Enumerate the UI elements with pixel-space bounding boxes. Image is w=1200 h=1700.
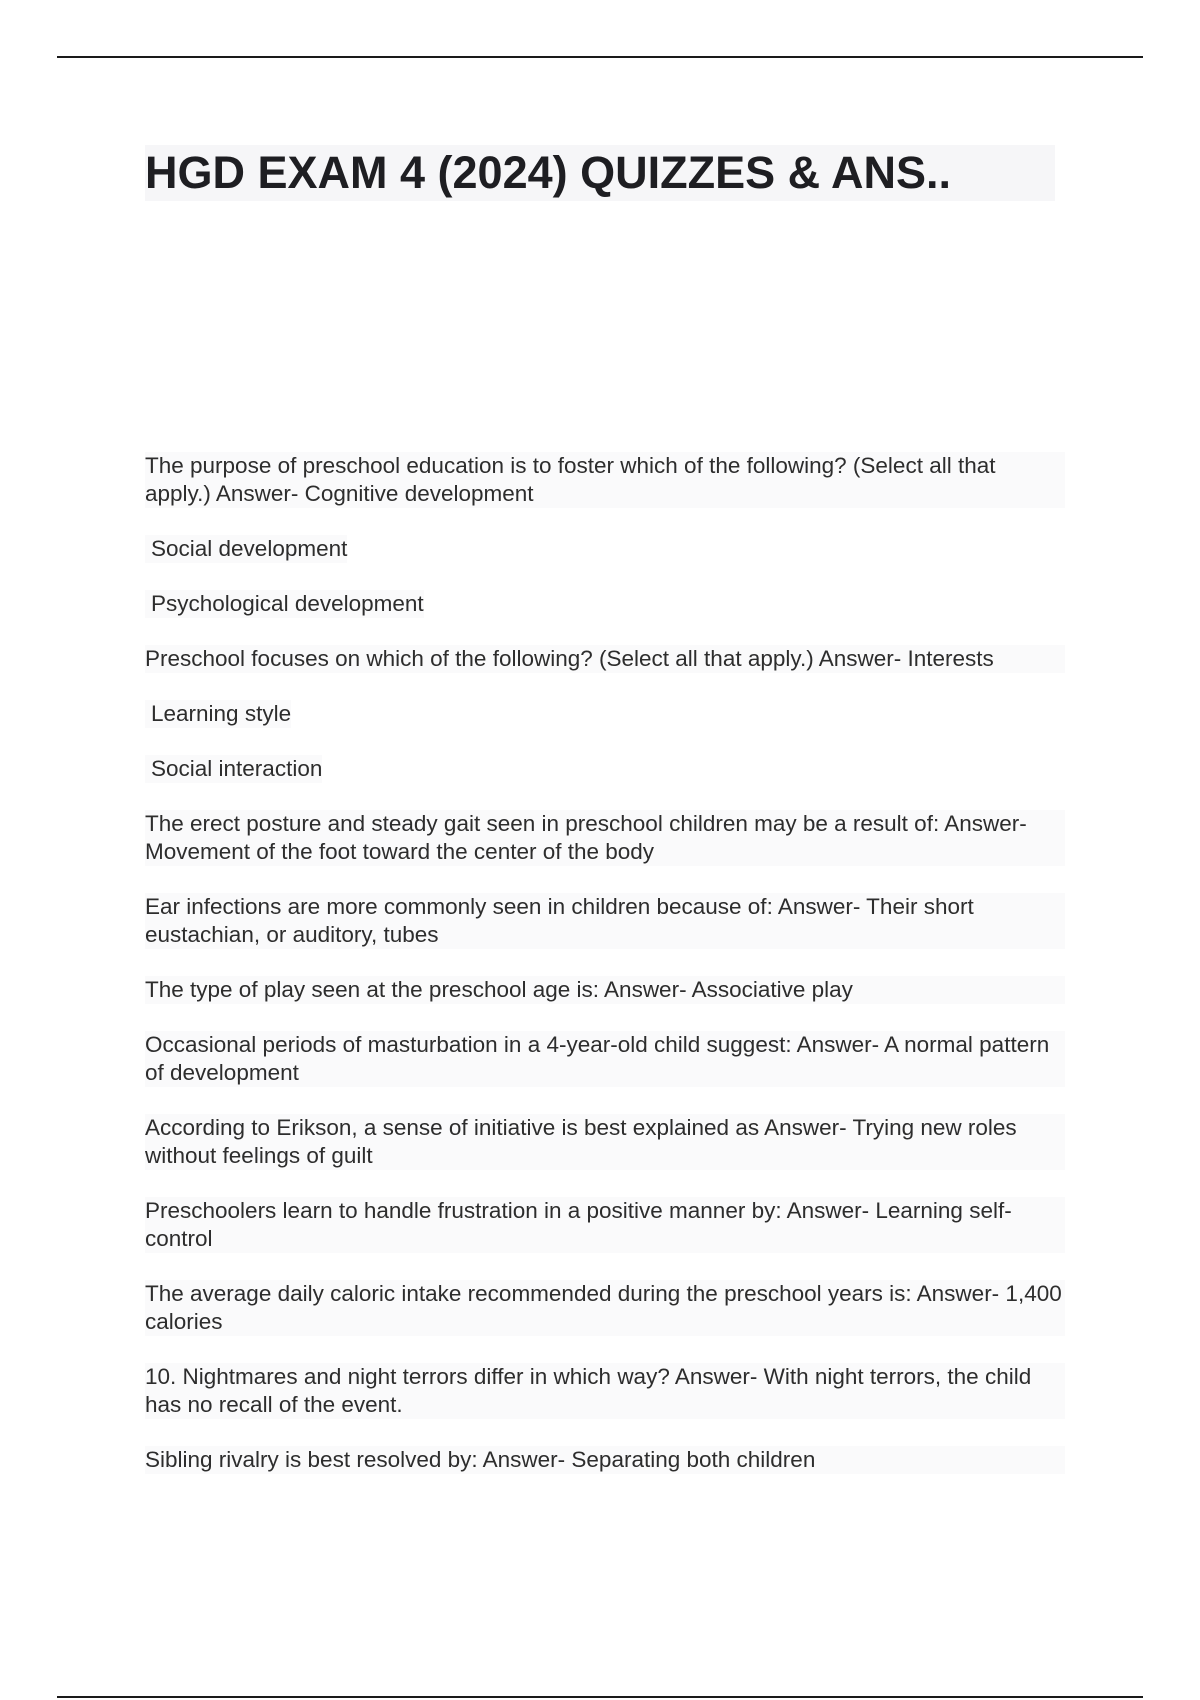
answer-option: Social interaction — [145, 755, 322, 783]
title-block — [145, 145, 1055, 201]
question-paragraph: Preschool focuses on which of the following? (Select all that apply.) Answer- Interests — [145, 645, 1065, 673]
question-paragraph: Occasional periods of masturbation in a 4-year-old child suggest: Answer- A normal pattern of development — [145, 1031, 1065, 1087]
document-title: HGD EXAM 4 (2024) QUIZZES & ANS.. — [145, 147, 951, 198]
answer-option: Psychological development — [145, 590, 424, 618]
question-paragraph: 10. Nightmares and night terrors differ in which way? Answer- With night terrors, the child has no recall of the event. — [145, 1363, 1065, 1419]
answer-option: Learning style — [145, 700, 291, 728]
question-paragraph: The type of play seen at the preschool age is: Answer- Associative play — [145, 976, 1065, 1004]
question-paragraph: Ear infections are more commonly seen in children because of: Answer- Their short eustachian, or auditory, tubes — [145, 893, 1065, 949]
question-paragraph: Preschoolers learn to handle frustration in a positive manner by: Answer- Learning self-control — [145, 1197, 1065, 1253]
question-paragraph: The average daily caloric intake recommended during the preschool years is: Answer- 1,400 calories — [145, 1280, 1065, 1336]
question-paragraph: According to Erikson, a sense of initiative is best explained as Answer- Trying new roles without feelings of guilt — [145, 1114, 1065, 1170]
bottom-rule — [57, 1696, 1143, 1698]
top-rule — [57, 56, 1143, 58]
answer-option: Social development — [145, 535, 347, 563]
question-paragraph: The erect posture and steady gait seen in preschool children may be a result of: Answer- Movement of the foot toward the center of the body — [145, 810, 1065, 866]
document-body — [145, 452, 1065, 1501]
question-paragraph: The purpose of preschool education is to foster which of the following? (Select all that apply.) Answer- Cognitive development — [145, 452, 1065, 508]
question-paragraph: Sibling rivalry is best resolved by: Answer- Separating both children — [145, 1446, 1065, 1474]
